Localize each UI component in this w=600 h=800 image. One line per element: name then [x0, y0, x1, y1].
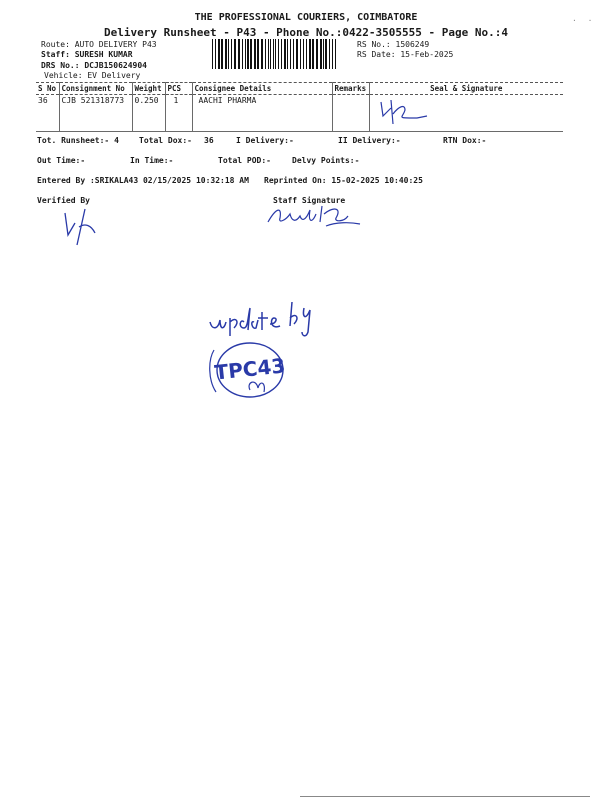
- delvy-points: Delvy Points:-: [292, 156, 360, 165]
- bottom-rule: [300, 796, 590, 797]
- cell-consignment: CJB 521318773: [59, 95, 132, 132]
- total-pod: Total POD:-: [218, 156, 271, 165]
- i-delivery: I Delivery:-: [236, 136, 294, 145]
- entered-by: Entered By :SRIKALA43 02/15/2025 10:32:18 AM: [37, 176, 249, 185]
- drs-number: DRS No.: DCJB150624904: [41, 61, 147, 70]
- col-header-pcs: PCS: [165, 83, 192, 95]
- runsheet-title: Delivery Runsheet - P43 - Phone No.:0422-3505555 - Page No.:4: [104, 26, 508, 39]
- cell-seal-signature: [369, 95, 563, 132]
- cell-pcs: 1: [165, 95, 192, 132]
- col-header-consignee: Consignee Details: [192, 83, 332, 95]
- total-dox-value: 36: [204, 136, 214, 145]
- company-name: THE PROFESSIONAL COURIERS, COIMBATORE: [194, 12, 418, 23]
- cell-weight: 0.250: [132, 95, 165, 132]
- delivery-stamp: [190, 288, 340, 403]
- col-header-seal-signature: Seal & Signature: [369, 83, 563, 95]
- col-header-sno: S No: [36, 83, 59, 95]
- runsheet-table: [36, 82, 563, 132]
- verified-signature: [55, 205, 105, 250]
- staff-line: Staff: SURESH KUMAR: [41, 50, 133, 59]
- tot-runsheet: Tot. Runsheet:- 4: [37, 136, 119, 145]
- col-header-weight: Weight: [132, 83, 165, 95]
- table-header-row: [36, 83, 563, 95]
- route-line: Route: AUTO DELIVERY P43: [41, 40, 157, 49]
- staff-signature-label: Staff Signature: [273, 196, 346, 205]
- cell-sno: 36: [36, 95, 59, 132]
- in-time: In Time:-: [130, 156, 174, 165]
- table-row: [36, 95, 563, 132]
- receiver-signature-mark: [377, 96, 437, 126]
- verified-by-label: Verified By: [37, 196, 90, 205]
- rtn-dox: RTN Dox:-: [443, 136, 487, 145]
- col-header-remarks: Remarks: [332, 83, 369, 95]
- ii-delivery: II Delivery:-: [338, 136, 401, 145]
- col-header-consignment: Consignment No: [59, 83, 132, 95]
- cell-remarks: [332, 95, 369, 132]
- vehicle-line: Vehicle: EV Delivery: [44, 71, 141, 80]
- staff-signature: [264, 200, 364, 230]
- reprinted-on: Reprinted On: 15-02-2025 10:40:25: [264, 176, 423, 185]
- out-time: Out Time:-: [37, 156, 86, 165]
- stamp-code: TPC43: [213, 353, 287, 385]
- total-dox-label: Total Dox:-: [139, 136, 192, 145]
- rs-date: RS Date: 15-Feb-2025: [357, 50, 454, 59]
- barcode: [210, 39, 338, 69]
- corner-marks: . .: [572, 14, 596, 23]
- cell-consignee: AACHI PHARMA: [192, 95, 332, 132]
- rs-number: RS No.: 1506249: [357, 40, 430, 49]
